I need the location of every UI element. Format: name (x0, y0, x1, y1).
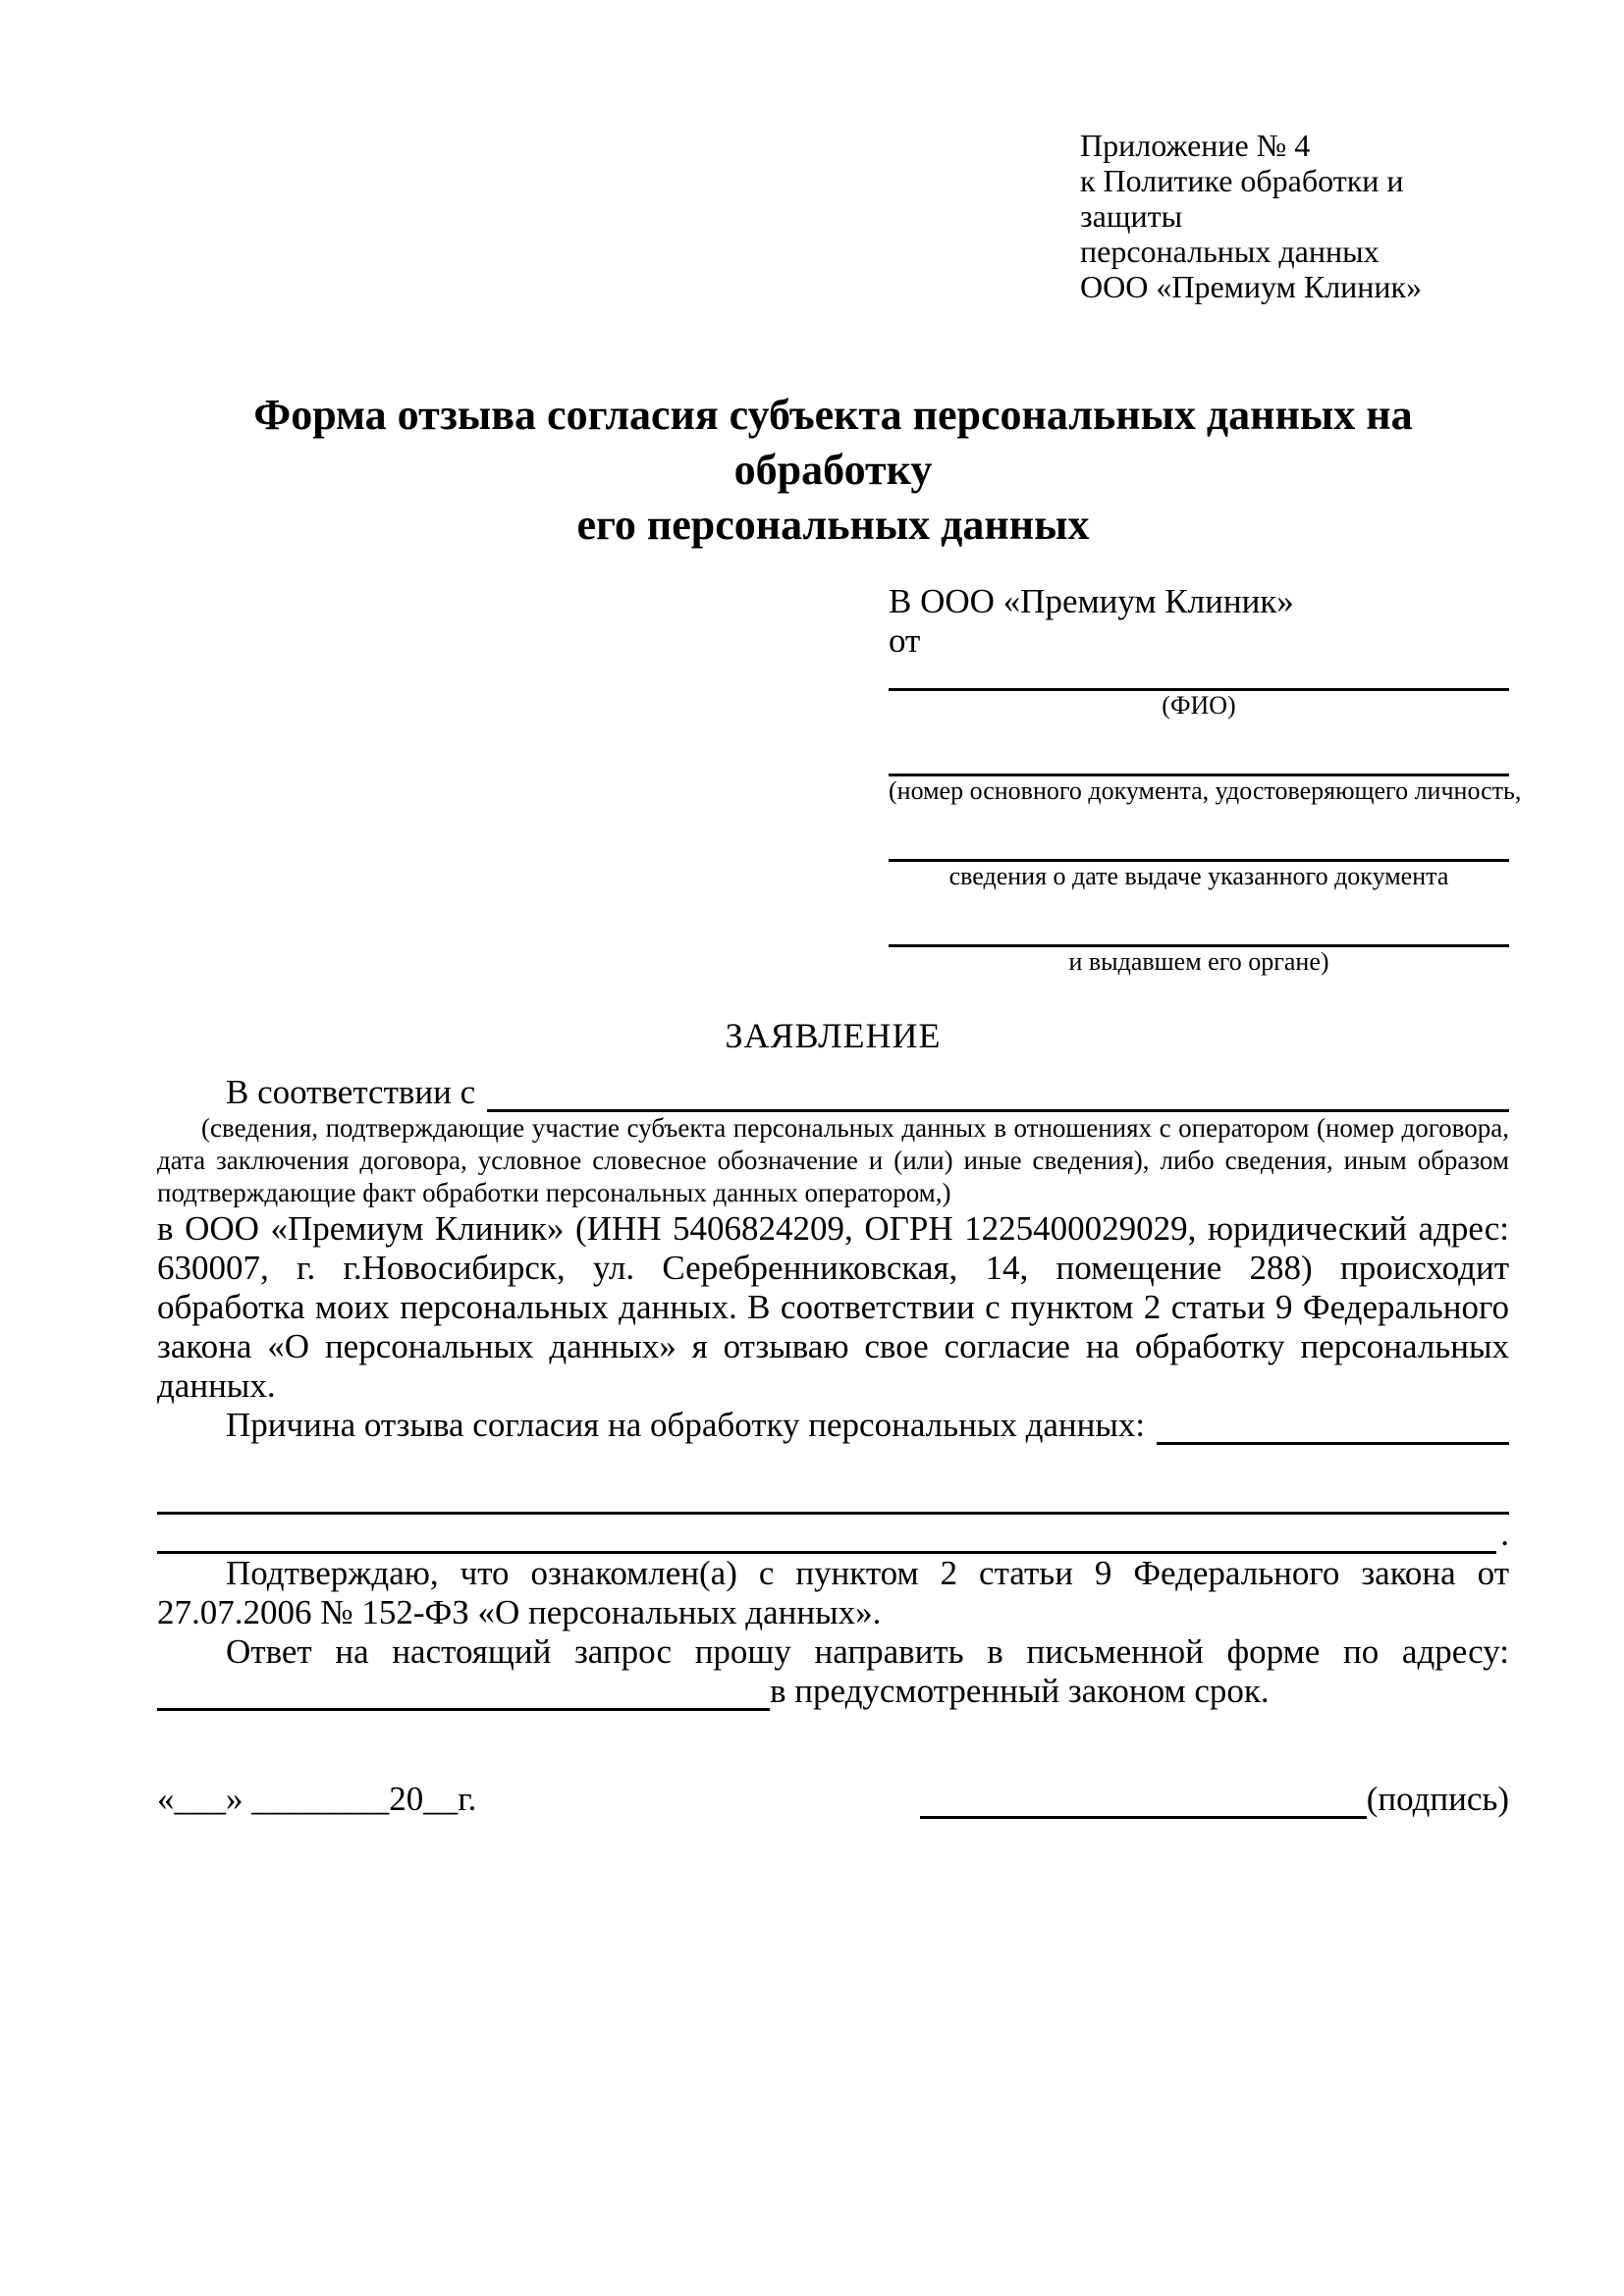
fio-field (889, 661, 1509, 721)
signature-group (920, 1780, 1509, 1819)
document-number-field-caption: (номер основного документа, удостоверяющего личность, (889, 776, 1522, 805)
footer-row (157, 1780, 1509, 1819)
reason-continuation-line-2 (157, 1515, 1509, 1554)
reason-continuation-line-1 (157, 1472, 1509, 1515)
issue-date-field-caption: сведения о дате выдаче указанного документа (948, 862, 1449, 890)
reply-address-row (157, 1672, 1509, 1711)
signature-blank-line (920, 1781, 1367, 1819)
document-number-field (889, 746, 1522, 806)
address-blank-line (157, 1672, 770, 1711)
accordance-row (157, 1073, 1509, 1112)
line-terminator: . (1500, 1515, 1509, 1553)
issue-date-field-line (889, 831, 1509, 862)
issue-date-field (889, 831, 1509, 891)
document-number-field-line (889, 746, 1509, 776)
form-title-line-1: Форма отзыва согласия субъекта персональных данных на обработку (253, 391, 1413, 494)
reason-row (157, 1406, 1509, 1445)
accordance-blank-line (487, 1073, 1509, 1112)
annex-line: ООО «Премиум Клиник» (1080, 269, 1423, 304)
annex-line: Приложение № 4 (1080, 128, 1311, 163)
addressee-block (889, 582, 1522, 977)
issuing-authority-field-caption: и выдавшем его органе) (1068, 947, 1329, 976)
date-blank-line: «___» ________20__г. (157, 1780, 477, 1818)
fio-field-caption: (ФИО) (1162, 691, 1236, 720)
fine-print-note: (сведения, подтверждающие участие субъекта персональных данных в отношениях с оператором (номер договора, дата заключения договора, условное словесное обозначение и (или) иные сведения), либо сведения, иным образом подтверждающие факт обработки персональных данных оператором,) (157, 1113, 1509, 1207)
reply-suffix: в предусмотренный законом срок. (770, 1672, 1270, 1710)
annex-note (1080, 128, 1509, 304)
issuing-authority-field (889, 917, 1509, 977)
issuing-authority-field-line (889, 917, 1509, 947)
addressee-from-label: от (889, 621, 921, 660)
main-paragraph: в ООО «Премиум Клиник» (ИНН 5406824209, ОГРН 1225400029029, юридический адрес: 630007, г. г.Новосибирск, ул. Серебренниковская, 14, помещение 288) происходит обработка моих персональных данных. В соответствии с пунктом 2 статьи 9 Федерального закона «О персональных данных» я отзываю свое согласие на обработку персональных данных. (157, 1209, 1509, 1405)
accordance-prefix: В соответствии с (226, 1073, 476, 1111)
addressee-to: В ООО «Премиум Клиник» (889, 582, 1294, 620)
statement-heading: ЗАЯВЛЕНИЕ (725, 1016, 942, 1055)
annex-line: к Политике обработки и защиты (1080, 163, 1404, 234)
fio-field-line (889, 661, 1509, 691)
confirmation-paragraph: Подтверждаю, что ознакомлен(а) с пунктом 2 статьи 9 Федерального закона от 27.07.2006 № 152-ФЗ «О персональных данных». (157, 1554, 1509, 1631)
reply-request-line: Ответ на настоящий запрос прошу направить в письменной форме по адресу: (226, 1632, 1509, 1671)
reason-continuation-underline (157, 1515, 1496, 1554)
signature-caption: (подпись) (1366, 1780, 1509, 1818)
reason-prefix: Причина отзыва согласия на обработку персональных данных: (226, 1406, 1146, 1444)
form-title-line-2: его персональных данных (576, 501, 1090, 549)
form-title (157, 388, 1509, 553)
document-content (157, 0, 1522, 1819)
annex-line: персональных данных (1080, 234, 1380, 269)
reason-blank-line (1157, 1406, 1509, 1445)
